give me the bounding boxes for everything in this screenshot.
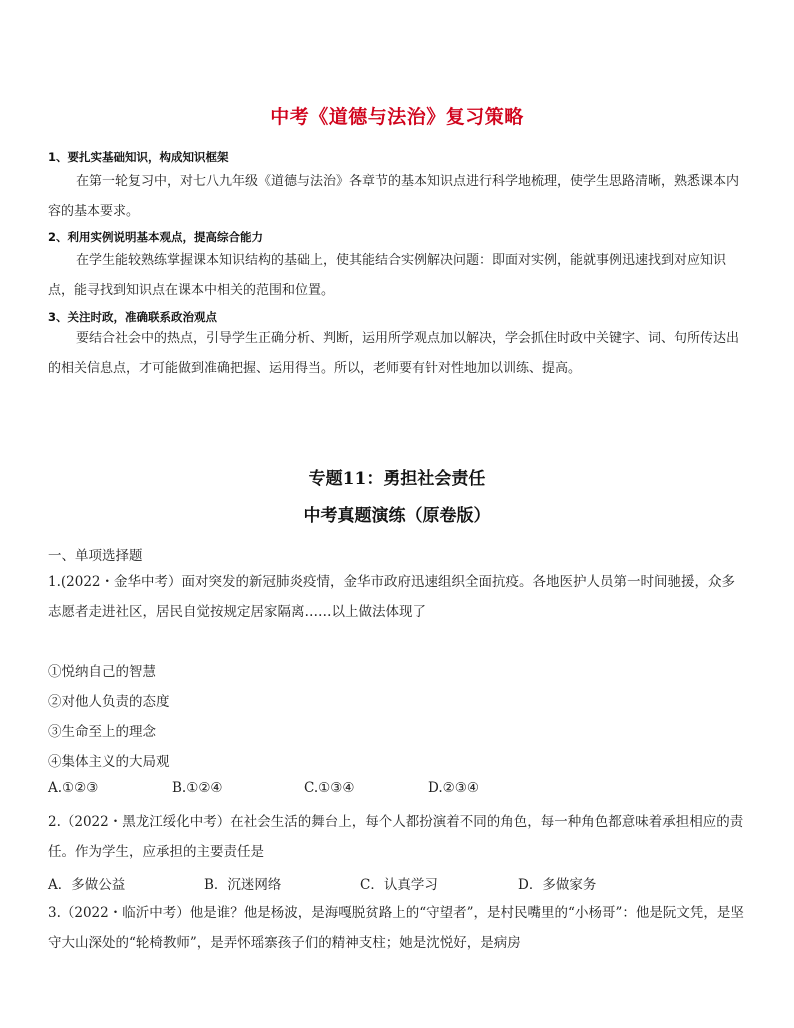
strategy-body-1: 在第一轮复习中，对七八九年级《道德与法治》各章节的基本知识点进行科学地梳理，使学生思路清晰，熟悉课本内容的基本要求。 xyxy=(48,174,740,219)
topic-subtitle: 中考真题演练（原卷版） xyxy=(303,506,491,526)
topic-title: 专题11：勇担社会责任 xyxy=(308,469,486,489)
question-2-stem: 2.（2022・黑龙江绥化中考）在社会生活的舞台上，每个人都扮演着不同的角色，每一种角色都意味着承担相应的责任。作为学生，应承担的主要责任是 xyxy=(48,814,744,860)
question-3-stem: 3.（2022・临沂中考）他是谁？他是杨波，是海嘎脱贫路上的“守望者”，是村民嘴里的“小杨哥”：他是阮文凭，是坚守大山深处的“轮椅教师”，是弄怀瑶寨孩子们的精神支柱；她是沈悦好，是病房 xyxy=(48,905,744,951)
question-2-option-a: A．多做公益 xyxy=(48,877,126,893)
question-1-stem: 1.(2022・金华中考）面对突发的新冠肺炎疫情，金华市政府迅速组织全面抗疫。各地医护人员第一时间驰援，众多志愿者走进社区，居民自觉按规定居家隔离……以上做法体现了 xyxy=(48,574,736,620)
question-1-item-4: ④集体主义的大局观 xyxy=(48,754,170,770)
question-1-options xyxy=(48,780,479,796)
question-2-options xyxy=(48,873,596,893)
question-2-option-c: C．认真学习 xyxy=(360,877,438,893)
strategy-heading-2: 2、利用实例说明基本观点，提高综合能力 xyxy=(48,230,263,244)
strategy-body-2: 在学生能较熟练掌握课本知识结构的基础上，使其能结合实例解决问题：即面对实例，能就事例迅速找到对应知识点，能寻找到知识点在课本中相关的范围和位置。 xyxy=(48,253,727,298)
question-1-item-3: ③生命至上的理念 xyxy=(48,724,156,740)
strategy-body-3: 要结合社会中的热点，引导学生正确分析、判断，运用所学观点加以解决，学会抓住时政中关键字、词、句所传达出的相关信息点，才可能做到准确把握、运用得当。所以，老师要有针对性地加以训练、提高。 xyxy=(48,331,740,376)
question-1-option-c: C.①③④ xyxy=(304,780,355,796)
question-1-item-2: ②对他人负责的态度 xyxy=(48,694,170,710)
question-1-item-1: ①悦纳自己的智慧 xyxy=(48,664,156,680)
question-2-option-d: D．多做家务 xyxy=(518,877,597,893)
strategy-heading-3: 3、关注时政，准确联系政治观点 xyxy=(48,310,217,324)
strategy-title: 中考《道德与法治》复习策略 xyxy=(270,106,524,128)
question-1-option-a: A.①②③ xyxy=(48,780,99,796)
question-2-option-b: B．沉迷网络 xyxy=(204,877,282,893)
strategy-heading-1: 1、要扎实基础知识，构成知识框架 xyxy=(48,150,229,164)
part-label: 一、单项选择题 xyxy=(48,548,143,564)
question-1-option-b: B.①②④ xyxy=(172,780,223,796)
question-1-option-d: D.②③④ xyxy=(428,780,479,796)
